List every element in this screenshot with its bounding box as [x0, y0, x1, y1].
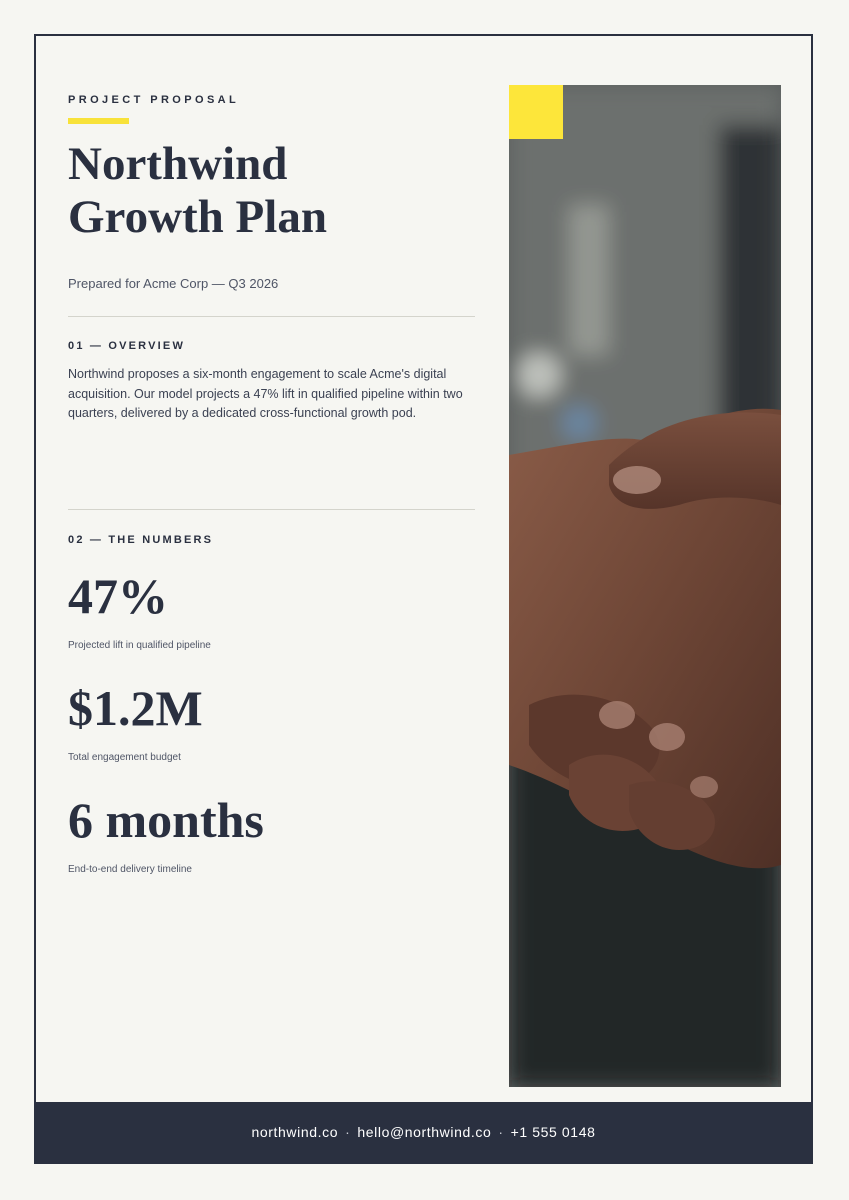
accent-bar [68, 118, 129, 124]
email-link[interactable]: hello@northwind.co [357, 1124, 492, 1140]
section-label-overview: 01 — OVERVIEW [68, 340, 186, 352]
footer-separator: · [345, 1124, 351, 1140]
page-frame [34, 34, 813, 1164]
phone-link[interactable]: +1 555 0148 [510, 1124, 596, 1140]
title-line-1: Northwind [68, 138, 288, 190]
section-label-numbers: 02 — THE NUMBERS [68, 534, 214, 546]
handshake-illustration [509, 85, 781, 1087]
stat-value-timeline: 6 months [68, 792, 264, 848]
stat-value-pipeline: 47% [68, 568, 168, 624]
title-line-2: Growth Plan [68, 191, 327, 243]
overview-text: Northwind proposes a six-month engagement to scale Acme's digital acquisition. Our model projects a 47% lift in qualified pipeline within two quarters, delivered by a dedicated cross-functional growth pod. [68, 367, 463, 420]
page-title [68, 138, 468, 244]
stat-label-timeline: End-to-end delivery timeline [68, 864, 192, 875]
stat-label-pipeline: Projected lift in qualified pipeline [68, 640, 211, 651]
footer-bar [36, 1102, 811, 1162]
prepared-for: Prepared for Acme Corp — Q3 2026 [68, 276, 279, 291]
divider [68, 316, 475, 317]
stat-value-budget: $1.2M [68, 680, 203, 736]
accent-square [509, 85, 563, 139]
website-link[interactable]: northwind.co [251, 1124, 339, 1140]
divider [68, 509, 475, 510]
handshake-photo [509, 85, 781, 1087]
footer-separator: · [498, 1124, 504, 1140]
eyebrow-label: PROJECT PROPOSAL [68, 94, 240, 106]
stat-label-budget: Total engagement budget [68, 752, 181, 763]
